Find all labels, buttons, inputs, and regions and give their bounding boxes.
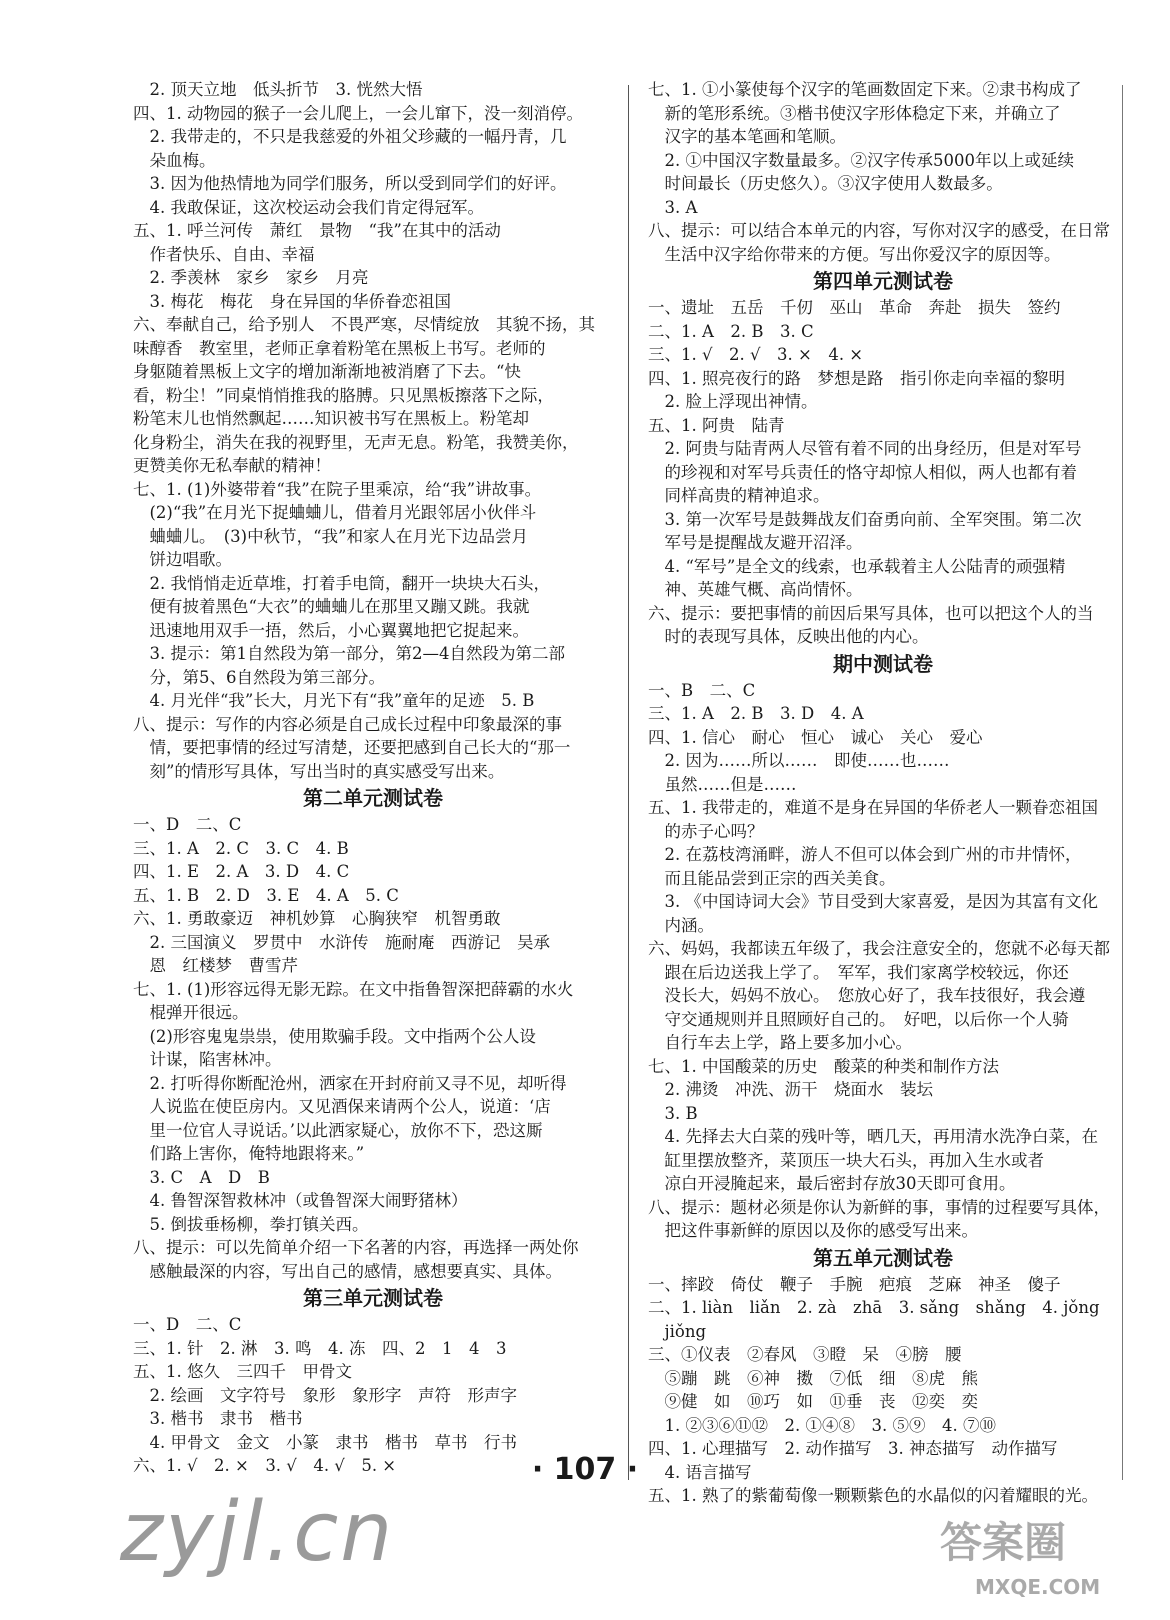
answer-line: (2)“我”在月光下捉蛐蛐儿，借着月光跟邻居小伙伴斗 [133, 503, 537, 522]
answer-line: 二、1. A 2. B 3. C [648, 321, 814, 341]
answer-line: 化身粉尘，消失在我的视野里，无声无息。粉笔，我赞美你， [133, 432, 579, 452]
answer-line: 4. “军号”是全文的线索，也承载着主人公陆青的顽强精 [648, 556, 1066, 576]
answer-line: 粉笔末儿也悄然飘起……知识被书写在黑板上。粉笔却 [133, 409, 529, 428]
answer-line: 新的笔形系统。③楷书使汉字形体稳定下来，并确立了 [648, 103, 1061, 123]
answer-line: 棍弹开很远。 [133, 1003, 249, 1022]
column-divider [628, 85, 629, 1480]
answer-line: 五、1. 呼兰河传 萧红 景物 “我”在其中的活动 [133, 221, 501, 240]
answer-line: 2. 阿贵与陆青两人尽管有着不同的出身经历，但是对军号 [648, 439, 1082, 458]
answer-line: 4. 月光伴“我”长大，月光下有“我”童年的足迹 5. B [133, 691, 535, 710]
answer-line: 三、1. 针 2. 淋 3. 鸣 4. 冻 四、2 1 4 3 [133, 1338, 507, 1358]
answer-line: 们路上害你，俺特地跟将来。” [133, 1144, 365, 1163]
answer-line: 蛐蛐儿。 (3)中秋节，“我”和家人在月光下边品尝月 [133, 526, 528, 546]
right-column [648, 78, 1118, 1508]
answer-line: 四、1. 照亮夜行的路 梦想是路 指引你走向幸福的黎明 [648, 368, 1065, 388]
answer-line: 3. 梅花 梅花 身在异国的华侨眷恋祖国 [133, 291, 451, 311]
answer-line: 2. 打听得你断配沧州，洒家在开封府前又寻不见，却听得 [133, 1073, 567, 1093]
answer-line: 七、1. (1)形容远得无影无踪。在文中指鲁智深把薛霸的水火 [133, 979, 574, 999]
answer-line: 六、1. 勇敢豪迈 神机妙算 心胸狭窄 机智勇敢 [133, 909, 501, 928]
answer-line: 汉字的基本笔画和笔顺。 [648, 127, 846, 146]
answer-line: 六、1. √ 2. × 3. √ 4. √ 5. × [133, 1456, 397, 1475]
answer-line: 2. 季羡林 家乡 家乡 月亮 [133, 268, 369, 287]
answer-line: 三、①仪表 ②春风 ③瞪 呆 ④膀 腰 [648, 1345, 962, 1364]
answer-line: 作者快乐、自由、幸福 [133, 244, 315, 264]
answer-line: 便有披着黑色“大衣”的蛐蛐儿在那里又蹦又跳。我就 [133, 597, 530, 616]
answer-line: 2. 因为……所以…… 即使……也…… [648, 751, 950, 770]
answer-line: 3. A [648, 197, 698, 217]
answer-line: 一、摔跤 倚仗 鞭子 手腕 疤痕 芝麻 神圣 傻子 [648, 1274, 1061, 1294]
answer-line: 4. 甲骨文 金文 小篆 隶书 楷书 草书 行书 [133, 1432, 517, 1452]
answer-line: 三、1. A 2. B 3. D 4. A [648, 704, 864, 723]
answer-line: 里一位官人寻说话。’以此洒家疑心，放你不下，恐这厮 [133, 1120, 543, 1140]
answer-line: 八、提示：可以先简单介绍一下名著的内容，再选择一两处你 [133, 1238, 579, 1257]
answer-line: 一、D 二、C [133, 815, 242, 834]
answer-line: 人说监在使臣房内。又见酒保来请两个公人，说道：‘店 [133, 1097, 551, 1116]
answer-line: 感触最深的内容，写出自己的感情，感想要真实、具体。 [133, 1261, 562, 1281]
right-border [1122, 85, 1123, 1480]
answer-line: 计谋，陷害林冲。 [133, 1050, 282, 1069]
answer-line: 时间最长（历史悠久）。③汉字使用人数最多。 [648, 174, 1003, 193]
answer-line: 三、1. √ 2. √ 3. × 4. × [648, 345, 864, 364]
answer-line: 七、1. ①小篆使每个汉字的笔画数固定下来。②隶书构成了 [648, 80, 1082, 99]
answer-line: 生活中汉字给你带来的方便。写出你爱汉字的原因等。 [648, 244, 1061, 264]
watermark-left: zyjl.cn [120, 1485, 395, 1580]
answer-line: 情，要把事情的经过写清楚，还要把感到自己长大的“那一 [133, 738, 571, 757]
answer-line: 虽然……但是…… [648, 774, 797, 794]
answer-line: 六、妈妈，我都读五年级了，我会注意安全的，您就不必每天都 [648, 939, 1110, 958]
page-number: · 107 · [531, 1452, 639, 1487]
answer-line: 1. ②③⑥⑪⑫ 2. ①④⑧ 3. ⑤⑨ 4. ⑦⑩ [648, 1415, 996, 1435]
section-heading: 第五单元测试卷 [813, 1245, 953, 1270]
answer-line: 刻”的情形写具体，写出当时的真实感受写出来。 [133, 761, 505, 781]
answer-line: 五、1. 我带走的，难道不是身在异国的华侨老人一颗眷恋祖国 [648, 798, 1098, 817]
answer-line: 八、提示：可以结合本单元的内容，写你对汉字的感受，在日常 [648, 221, 1110, 240]
answer-line: 看，粉尘！”同桌悄悄推我的胳膊。只见黑板擦落下之际， [133, 385, 554, 405]
answer-line: 3. 《中国诗词大会》节目受到大家喜爱，是因为其富有文化 [648, 892, 1098, 911]
answer-line: 军号是提醒战友避开沼泽。 [648, 533, 863, 552]
section-heading: 第四单元测试卷 [813, 269, 953, 293]
answer-line: jiǒng [648, 1321, 707, 1341]
answer-line: 身躯随着黑板上文字的增加渐渐地被消磨了下去。“快 [133, 362, 521, 381]
answer-line: 3. B [648, 1103, 698, 1123]
answer-line: 八、提示：写作的内容必须是自己成长过程中印象最深的事 [133, 714, 562, 734]
answer-line: 五、1. 熟了的紫葡萄像一颗颗紫色的水晶似的闪着耀眼的光。 [648, 1486, 1098, 1505]
answer-line: 四、1. 心理描写 2. 动作描写 3. 神态描写 动作描写 [648, 1439, 1058, 1458]
answer-line: 2. 绘画 文字符号 象形 象形字 声符 形声字 [133, 1385, 517, 1405]
section-heading: 期中测试卷 [833, 651, 933, 676]
answer-line: 迅速地用双手一捂，然后，小心翼翼地把它捉起来。 [133, 620, 529, 640]
answer-line: 3. 提示：第1自然段为第一部分，第2—4自然段为第二部 [133, 644, 565, 663]
answer-line: 同样高贵的精神追求。 [648, 486, 830, 505]
answer-line: 3. 因为他热情地为同学们服务，所以受到同学们的好评。 [133, 174, 567, 193]
answer-line: 跟在后边送我上学了。 军军，我们家离学校较远，你还 [648, 962, 1069, 982]
answer-line: 二、1. liàn liǎn 2. zà zhā 3. sǎng shǎng 4. jǒng [648, 1298, 1100, 1317]
watermark-right-url: MXQE.COM [975, 1575, 1101, 1599]
answer-line: 一、遗址 五岳 千仞 巫山 革命 奔赴 损失 签约 [648, 298, 1061, 317]
answer-line: 七、1. (1)外婆带着“我”在院子里乘凉，给“我”讲故事。 [133, 479, 542, 499]
answer-line: 2. 脸上浮现出神情。 [648, 392, 818, 411]
answer-line: 3. C A D B [133, 1167, 270, 1187]
answer-line: 的珍视和对军号兵责任的恪守却惊人相似，两人也都有着 [648, 462, 1077, 482]
answer-line: 的赤子心吗？ [648, 821, 764, 841]
answer-line: 凉白开浸腌起来，最后密封存放30天即可食用。 [648, 1174, 1016, 1193]
answer-line: 一、B 二、C [648, 680, 756, 700]
answer-line: 缸里摆放整齐，菜顶压一块大石头，再加入生水或者 [648, 1150, 1044, 1170]
answer-line: 2. 我带走的，不只是我慈爱的外祖父珍藏的一幅丹青，几 [133, 127, 567, 146]
answer-line: ⑤蹦 跳 ⑥神 擞 ⑦低 细 ⑧虎 熊 [648, 1368, 978, 1388]
answer-line: 七、1. 中国酸菜的历史 酸菜的种类和制作方法 [648, 1056, 999, 1076]
answer-line: 恩 红楼梦 曹雪芹 [133, 956, 298, 975]
answer-line: 四、1. E 2. A 3. D 4. C [133, 862, 350, 881]
answer-line: 五、1. 阿贵 陆青 [648, 415, 785, 435]
section-heading: 第二单元测试卷 [303, 786, 443, 810]
watermark-right-logo: 答案圈 [940, 1518, 1067, 1567]
answer-line: 2. 在荔枝湾涌畔，游人不但可以体会到广州的市井情怀， [648, 845, 1082, 864]
answer-line: 2. 沸烫 冲洗、沥干 烧面水 装坛 [648, 1080, 933, 1099]
answer-line: 4. 我敢保证，这次校运动会我们肯定得冠军。 [133, 197, 484, 217]
answer-line: 饼边唱歌。 [133, 550, 232, 569]
answer-line: 味醇香 教室里，老师正拿着粉笔在黑板上书写。老师的 [133, 338, 546, 358]
answer-line: 自行车去上学，路上要多加小心。 [648, 1033, 912, 1052]
answer-line: 六、奉献自己，给予别人 不畏严寒，尽情绽放 其貌不扬，其 [133, 315, 595, 334]
answer-line: 神、英雄气概、高尚情怀。 [648, 580, 863, 599]
answer-line: 分，第5、6自然段为第三部分。 [133, 667, 385, 687]
answer-line: 把这件事新鲜的原因以及你的感受写出来。 [648, 1221, 978, 1240]
answer-line: 4. 语言描写 [648, 1462, 752, 1482]
answer-line: 4. 先择去大白菜的残叶等，晒几天，再用清水洗净白菜，在 [648, 1127, 1098, 1146]
answer-line: 2. 顶天立地 低头折节 3. 恍然大悟 [133, 80, 423, 99]
answer-line: 四、1. 动物园的猴子一会儿爬上，一会儿窜下，没一刻消停。 [133, 103, 583, 123]
answer-line: 2. 三国演义 罗贯中 水浒传 施耐庵 西游记 吴承 [133, 932, 550, 952]
answer-line: 更赞美你无私奉献的精神！ [133, 456, 331, 475]
answer-line: 而且能品尝到正宗的西关美食。 [648, 868, 896, 888]
answer-line: 5. 倒拔垂杨柳，拳打镇关西。 [133, 1214, 369, 1234]
answer-line: 3. 第一次军号是鼓舞战友们奋勇向前、全军突围。第二次 [648, 509, 1082, 529]
answer-line: 3. 楷书 隶书 楷书 [133, 1409, 303, 1428]
answer-line: 2. ①中国汉字数量最多。②汉字传承5000年以上或延续 [648, 150, 1074, 170]
answer-line: 五、1. B 2. D 3. E 4. A 5. C [133, 885, 399, 905]
answer-line: ⑨健 如 ⑩巧 如 ⑪垂 丧 ⑫奕 奕 [648, 1392, 978, 1411]
answer-line: 2. 我悄悄走近草堆，打着手电筒，翻开一块块大石头， [133, 573, 550, 593]
answer-line: 八、提示：题材必须是你认为新鲜的事，事情的过程要写具体， [648, 1197, 1110, 1217]
section-heading: 第三单元测试卷 [303, 1286, 443, 1310]
answer-line: 没长大，妈妈不放心。 您放心好了，我车技很好，我会遵 [648, 986, 1086, 1005]
answer-line: 守交通规则并且照顾好自己的。 好吧，以后你一个人骑 [648, 1009, 1069, 1029]
answer-line: 一、D 二、C [133, 1315, 242, 1334]
answer-line: 六、提示：要把事情的前因后果写具体，也可以把这个人的当 [648, 603, 1094, 623]
answer-line: 4. 鲁智深智救林冲（或鲁智深大闹野猪林） [133, 1191, 468, 1210]
left-column [133, 78, 613, 1478]
answer-line: 朵血梅。 [133, 150, 216, 170]
answer-line: 内涵。 [648, 915, 714, 935]
answer-line: 五、1. 悠久 三四千 甲骨文 [133, 1362, 352, 1381]
answer-line: (2)形容鬼鬼祟祟，使用欺骗手段。文中指两个公人设 [133, 1026, 536, 1046]
answer-line: 四、1. 信心 耐心 恒心 诚心 关心 爱心 [648, 727, 983, 747]
answer-line: 三、1. A 2. C 3. C 4. B [133, 838, 349, 858]
answer-line: 时的表现写具体，反映出他的内心。 [648, 627, 929, 646]
